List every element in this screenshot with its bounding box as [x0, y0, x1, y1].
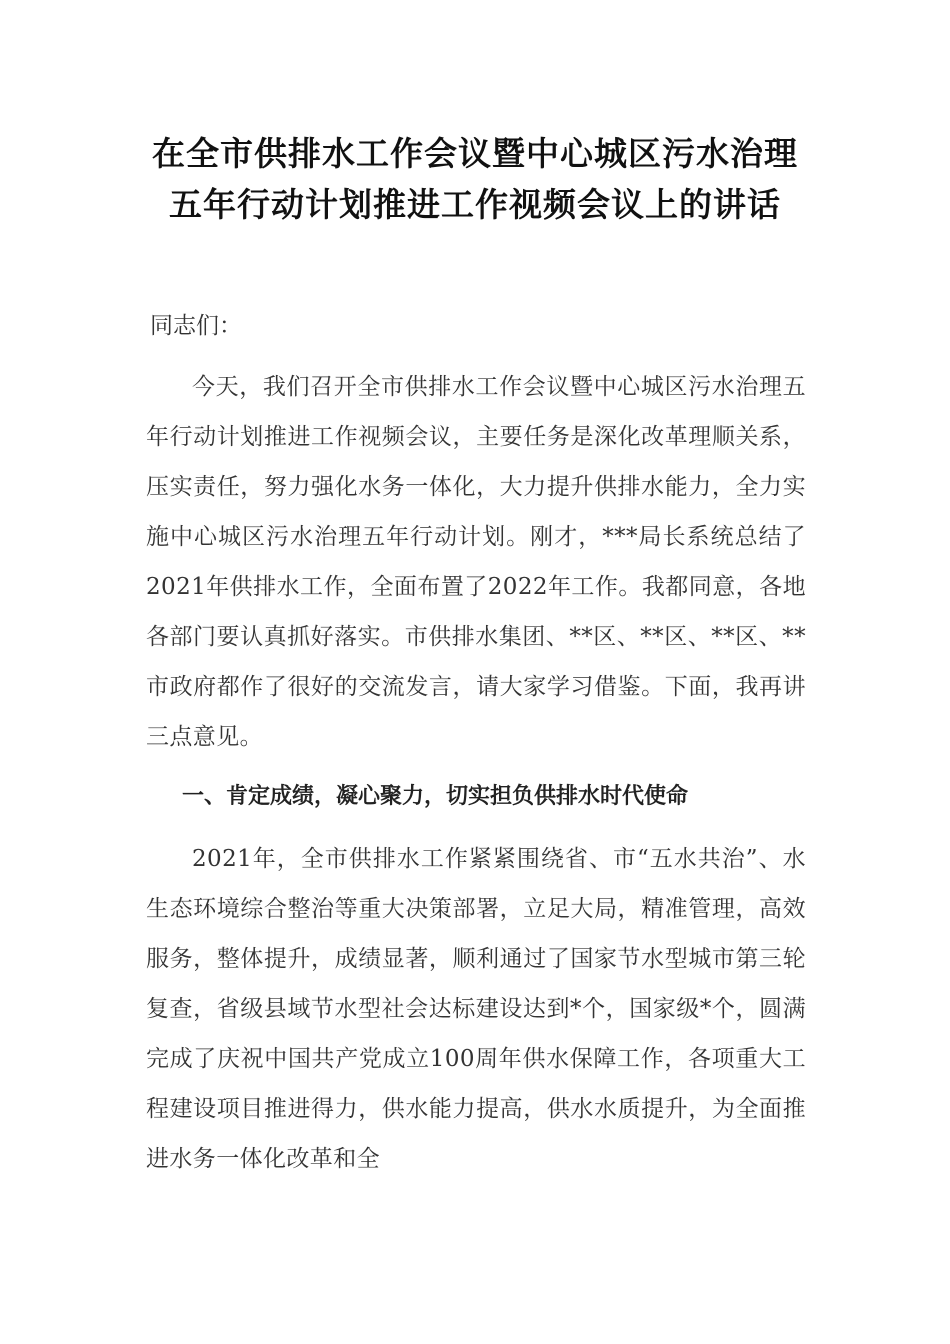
document-title: 在全市供排水工作会议暨中心城区污水治理五年行动计划推进工作视频会议上的讲话 — [152, 134, 798, 224]
salutation: 同志们： — [150, 313, 242, 339]
body-paragraph: 2021年，全市供排水工作紧紧围绕省、市“五水共治”、水生态环境综合整治等重大决策部署，立足大局，精准管理，高效服务，整体提升，成绩显著，顺利通过了国家节水型城市第三轮复查，省级县域节水型社会达标建设达到*个，国家级*个，圆满完成了庆祝中国共产党成立100周年供水保障工作，各项重大工程建设项目推进得力，供水能力提高，供水水质提升，为全面推进水务一体化改革和全 — [146, 846, 806, 1172]
section-heading: 一、肯定成绩，凝心聚力，切实担负供排水时代使命 — [182, 784, 689, 809]
body-paragraph: 今天，我们召开全市供排水工作会议暨中心城区污水治理五年行动计划推进工作视频会议，主要任务是深化改革理顺关系，压实责任，努力强化水务一体化，大力提升供排水能力，全力实施中心城区污水治理五年行动计划。刚才，***局长系统总结了2021年供排水工作，全面布置了2022年工作。我都同意，各地各部门要认真抓好落实。市供排水集团、**区、**区、**区、**市政府都作了很好的交流发言，请大家学习借鉴。下面，我再讲三点意见。 — [146, 374, 806, 750]
